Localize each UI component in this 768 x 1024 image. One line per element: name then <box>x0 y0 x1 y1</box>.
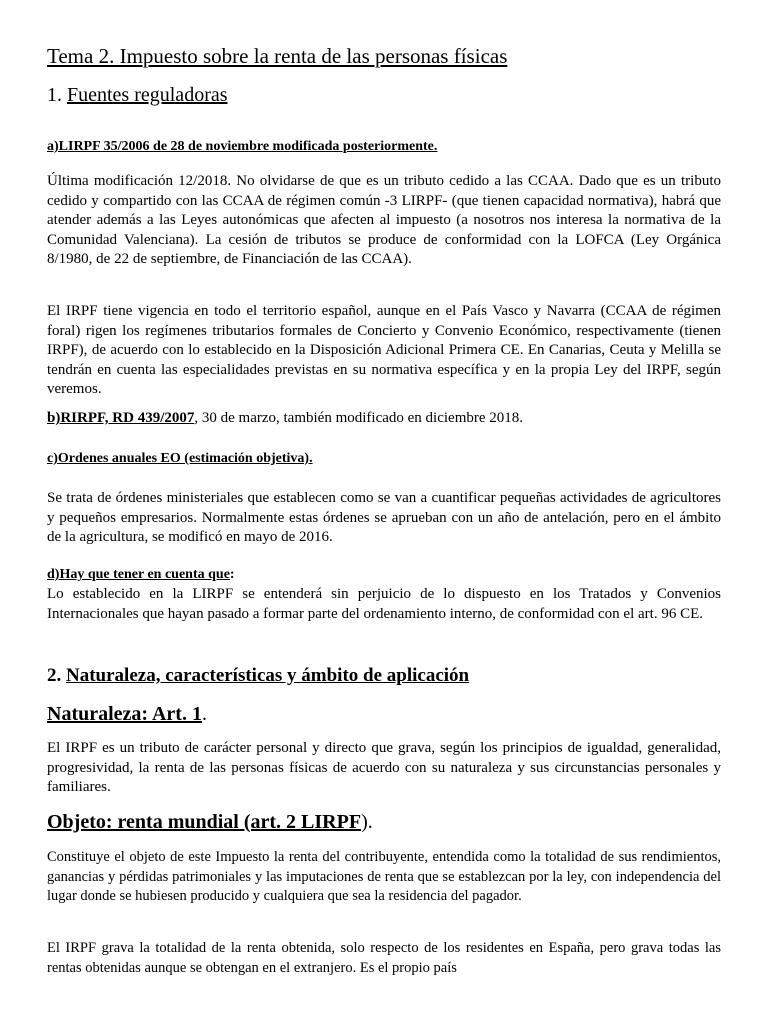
subsection-c-title: c)Ordenes anuales EO (estimación objetiva). <box>47 451 313 466</box>
subsection-d-heading <box>47 567 235 583</box>
subsection-b-rest: , 30 de marzo, también modificado en diciembre 2018. <box>194 410 524 426</box>
subsection-a-title: a)LIRPF 35/2006 de 28 de noviembre modificada posteriormente. <box>47 139 438 154</box>
section-1-title: Fuentes reguladoras <box>67 84 228 106</box>
naturaleza-paragraph: El IRPF es un tributo de carácter personal y directo que grava, según los principios de igualdad, generalidad, progresividad, la renta de las personas físicas de acuerdo con su naturaleza y sus circunstancias personales y familiares. <box>47 740 721 795</box>
section-2-number: 2. <box>47 665 62 686</box>
section-1-heading <box>47 84 228 107</box>
naturaleza-heading <box>47 703 207 726</box>
subsection-d-paragraph: Lo establecido en la LIRPF se entenderá sin perjuicio de lo dispuesto en los Tratados y Convenios Internacionales que hayan pasado a formar parte del ordenamiento interno, de conformidad con el art. 96 CE. <box>47 586 721 622</box>
subsection-d-title: d)Hay que tener en cuenta que <box>47 567 230 582</box>
subsection-a-paragraph-2: El IRPF tiene vigencia en todo el territorio español, aunque en el País Vasco y Navarra (CCAA de régimen foral) rigen los regímenes tributarios formales de Concierto y Convenio Económico, respectivamente (tienen IRPF), de acuerdo con lo establecido en la Disposición Adicional Primera CE. En Canarias, Ceuta y Melilla se tendrán en cuenta las especialidades previstas en su normativa específica y en la propia Ley del IRPF, según veremos. <box>47 303 721 397</box>
objeto-heading <box>47 811 373 834</box>
subsection-b-title: b)RIRPF, RD 439/2007 <box>47 410 195 426</box>
section-1-number: 1. <box>47 84 62 106</box>
document-title: Tema 2. Impuesto sobre la renta de las personas físicas <box>47 44 508 68</box>
subsection-c-heading <box>47 451 313 467</box>
objeto-paragraph-1: Constituye el objeto de este Impuesto la renta del contribuyente, entendida como la totalidad de sus rendimientos, ganancias y pérdidas patrimoniales y las imputaciones de renta que se establezcan por la ley, con independencia del lugar donde se hubiesen producido y cualquiera que sea la residencia del pagador. <box>47 849 721 904</box>
subsection-a-paragraph-1: Última modificación 12/2018. No olvidarse de que es un tributo cedido a las CCAA. Dado que es un tributo cedido y compartido con las CCAA de régimen común -3 LIRPF- (que tienen capacidad normativa), habrá que atender además a las Leyes autonómicas que afecten al impuesto (a nosotros nos interesa la normativa de la Comunidad Valenciana). La cesión de tributos se produce de conformidad con la LOFCA (Ley Orgánica 8/1980, de 22 de septiembre, de Financiación de las CCAA). <box>47 173 721 267</box>
section-2-title: Naturaleza, características y ámbito de aplicación <box>66 665 470 686</box>
subsection-b-heading <box>47 410 523 427</box>
subsection-a-heading <box>47 139 437 155</box>
naturaleza-dot: . <box>201 703 207 725</box>
naturaleza-title: Naturaleza: Art. 1 <box>47 703 202 725</box>
subsection-d-colon: : <box>229 567 235 582</box>
objeto-title: Objeto: renta mundial (art. 2 LIRPF <box>47 811 362 833</box>
objeto-tail: ). <box>361 811 373 833</box>
section-2-heading <box>47 665 469 687</box>
subsection-c-paragraph: Se trata de órdenes ministeriales que establecen como se van a cuantificar pequeñas actividades de agricultores y pequeños empresarios. Normalmente estas órdenes se aprueban con un año de antelación, pero en el ámbito de la agricultura, se modificó en mayo de 2016. <box>47 490 721 545</box>
objeto-paragraph-2: El IRPF grava la totalidad de la renta obtenida, solo respecto de los residentes en España, pero grava todas las rentas obtenidas aunque se obtengan en el extranjero. Es el propio país <box>47 940 721 976</box>
